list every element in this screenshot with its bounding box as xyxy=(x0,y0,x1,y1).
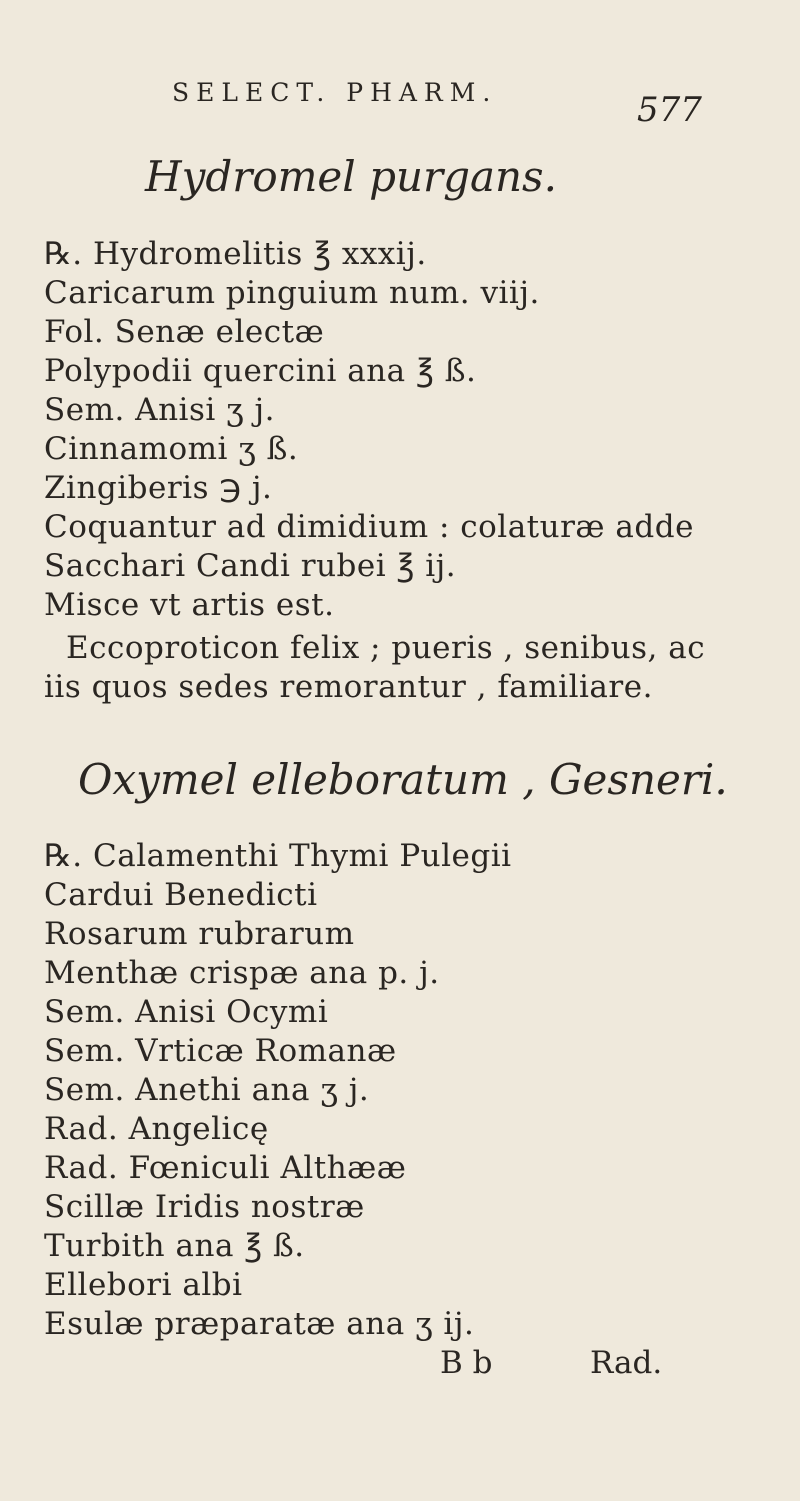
running-head: SELECT. PHARM. xyxy=(172,78,498,107)
recipe-line: Ellebori albi xyxy=(44,1267,243,1303)
recipe-line: Esulæ præparatæ ana ʒ ij. xyxy=(44,1306,475,1342)
recipe-line: Scillæ Iridis nostræ xyxy=(44,1189,365,1225)
section-title-oxymel: Oxymel elleboratum , Gesneri. xyxy=(78,755,728,804)
recipe-line: ℞. Calamenthi Thymi Pulegii xyxy=(44,838,512,874)
recipe-line: Rosarum rubrarum xyxy=(44,916,355,952)
recipe-line: Zingiberis ℈ j. xyxy=(44,470,273,506)
page-number: 577 xyxy=(637,90,702,130)
recipe-line: Caricarum pinguium num. viij. xyxy=(44,275,540,311)
recipe-line: Turbith ana ℥ ß. xyxy=(44,1228,305,1264)
commentary-line: Eccoproticon felix ; pueris , senibus, ac xyxy=(66,630,706,666)
recipe-line: Sem. Anethi ana ʒ j. xyxy=(44,1072,370,1108)
recipe-line: Rad. Fœniculi Althææ xyxy=(44,1150,407,1186)
catchword: Rad. xyxy=(590,1345,663,1381)
signature-mark: B b xyxy=(440,1345,493,1381)
recipe-line: Cinnamomi ʒ ß. xyxy=(44,431,299,467)
recipe-line: Cardui Benedicti xyxy=(44,877,318,913)
recipe-line: Misce vt artis est. xyxy=(44,587,335,623)
recipe-line: Sacchari Candi rubei ℥ ij. xyxy=(44,548,457,584)
recipe-line: Menthæ crispæ ana p. j. xyxy=(44,955,440,991)
recipe-line: Fol. Senæ electæ xyxy=(44,314,325,350)
recipe-line: ℞. Hydromelitis ℥ xxxij. xyxy=(44,236,427,272)
recipe-line: Sem. Anisi Ocymi xyxy=(44,994,329,1030)
recipe-line: Sem. Anisi ʒ j. xyxy=(44,392,275,428)
recipe-line: Polypodii quercini ana ℥ ß. xyxy=(44,353,477,389)
commentary-line: iis quos sedes remorantur , familiare. xyxy=(44,669,653,705)
recipe-line: Coquantur ad dimidium : colaturæ adde xyxy=(44,509,694,545)
recipe-line: Sem. Vrticæ Romanæ xyxy=(44,1033,397,1069)
section-title-hydromel: Hydromel purgans. xyxy=(145,152,557,201)
recipe-line: Rad. Angelicę xyxy=(44,1111,269,1147)
